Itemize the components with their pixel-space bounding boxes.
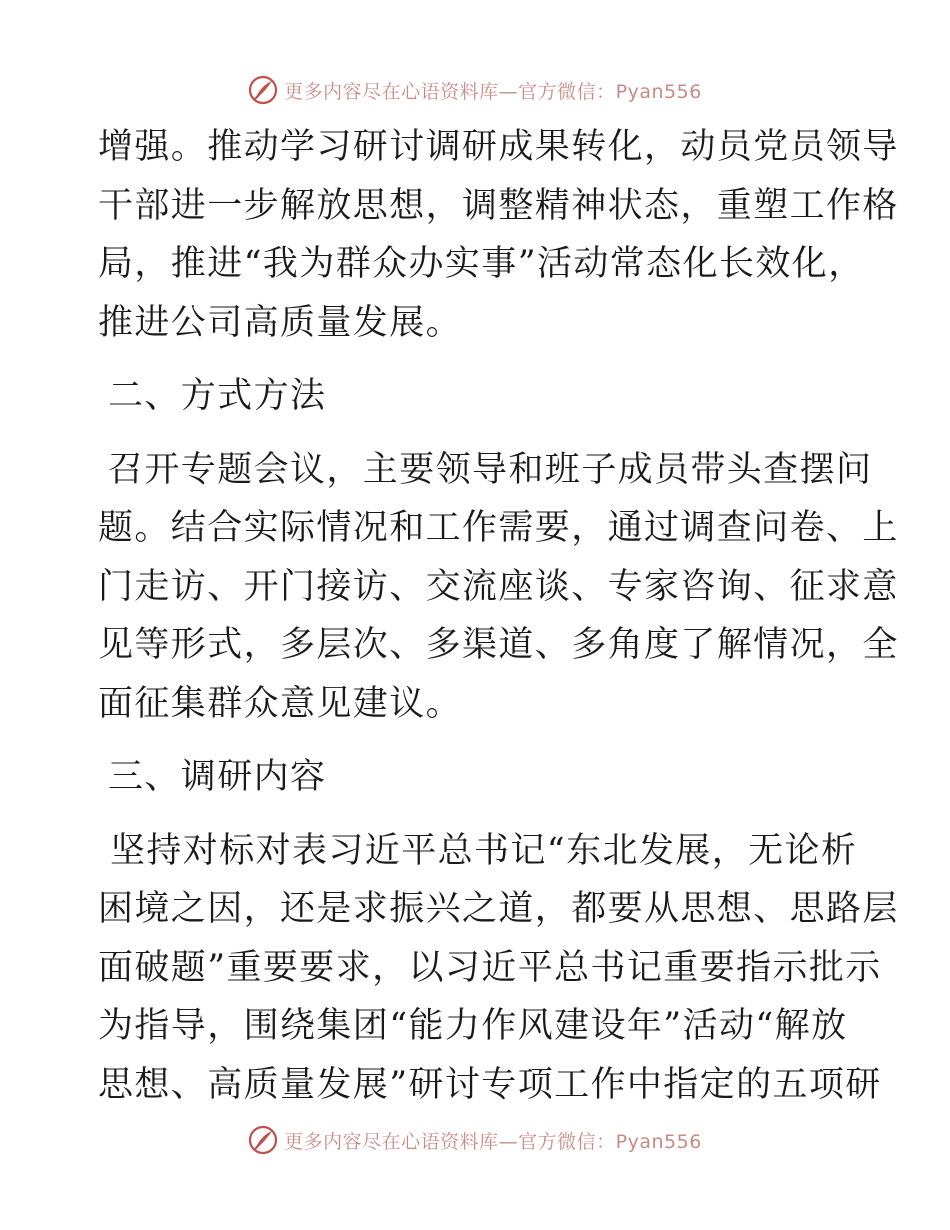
paragraph-line: 思想、高质量发展”研讨专项工作中指定的五项研 [98, 1064, 882, 1105]
paragraph-line: 见等形式，多层次、多渠道、多角度了解情况，全 [98, 625, 899, 665]
watermark-header [0, 72, 950, 108]
paragraph-line: 困境之因，还是求振兴之道，都要从思想、思路层 [98, 889, 899, 929]
paragraph-line: 为指导，围绕集团“能力作风建设年”活动“解放 [98, 1006, 848, 1046]
section-heading-research-content: 三、调研内容 [108, 757, 327, 797]
quill-pen-logo-icon [248, 75, 278, 105]
paragraph-line: 题。结合实际情况和工作需要，通过调查问卷、上 [98, 508, 899, 548]
section-heading-methods: 二、方式方法 [108, 376, 327, 416]
paragraph-line: 推进公司高质量发展。 [98, 302, 463, 343]
document-body [98, 118, 899, 1114]
watermark-footer [0, 1122, 950, 1158]
paragraph-line: 干部进一步解放思想，调整精神状态，重塑工作格 [98, 185, 899, 226]
paragraph-line: 门走访、开门接访、交流座谈、专家咨询、征求意 [98, 566, 899, 607]
paragraph-line: 面征集群众意见建议。 [98, 683, 463, 724]
watermark-text: 更多内容尽在心语资料库—官方微信：Pyan556 [284, 80, 702, 103]
paragraph-line: 面破题”重要要求，以习近平总书记重要指示批示 [98, 947, 882, 988]
paragraph-line: 召开专题会议，主要领导和班子成员带头查摆问 [108, 449, 873, 490]
paragraph-line: 增强。推动学习研讨调研成果转化，动员党员领导 [98, 127, 899, 167]
watermark-text: 更多内容尽在心语资料库—官方微信：Pyan556 [284, 1130, 702, 1153]
quill-pen-logo-icon [248, 1125, 278, 1155]
paragraph-line: 局，推进“我为群众办实事”活动常态化长效化， [98, 244, 865, 284]
paragraph-line: 坚持对标对表习近平总书记“东北发展，无论析 [110, 830, 858, 871]
